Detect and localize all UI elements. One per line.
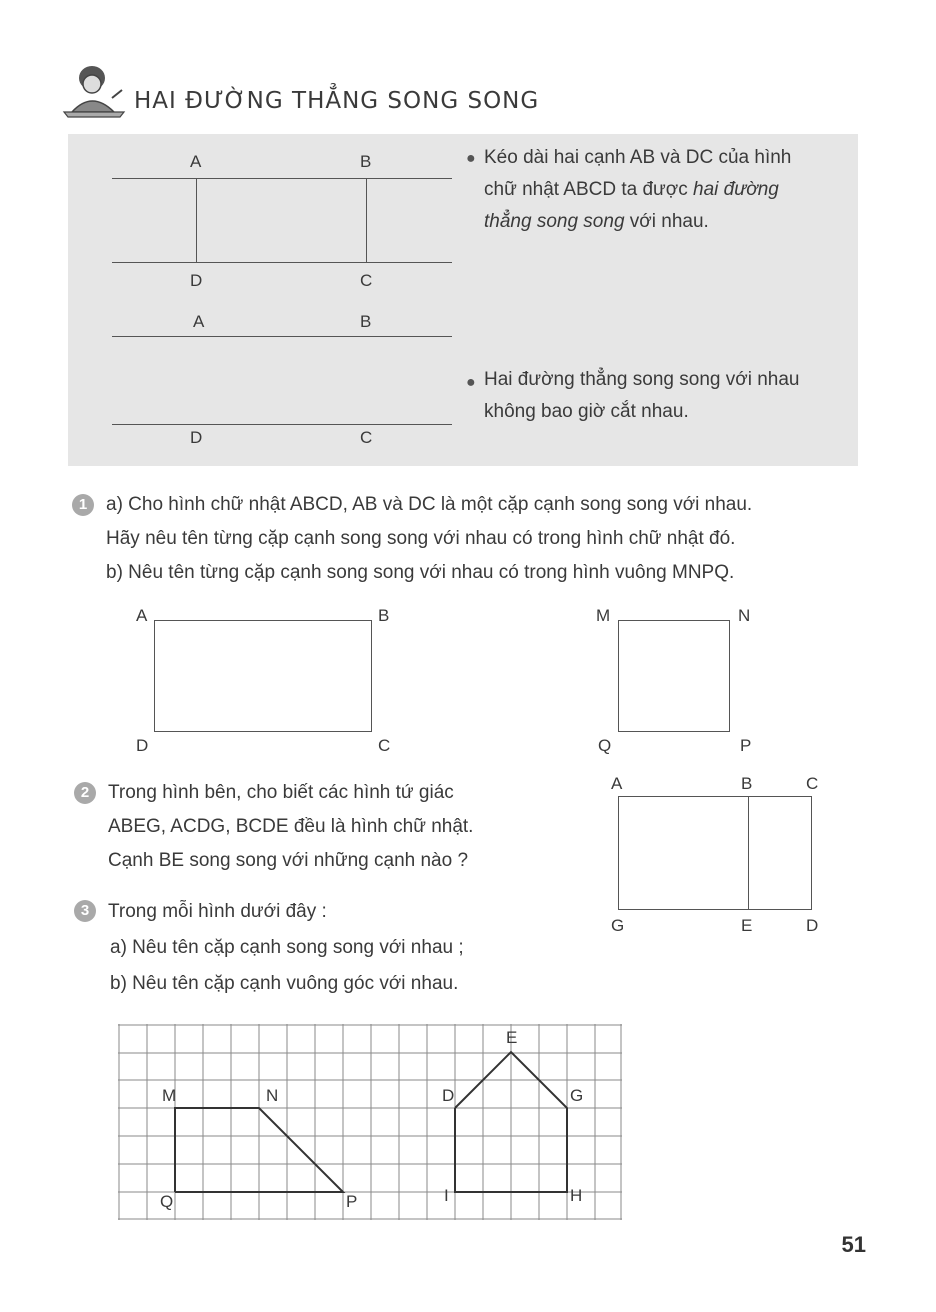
- edge-ad: [196, 178, 197, 262]
- grid1-label-q: Q: [160, 1192, 174, 1211]
- bullet-icon: ●: [466, 150, 476, 167]
- grid2-label-g: G: [570, 1086, 584, 1105]
- ex2-label-b: B: [741, 774, 753, 793]
- ex2-label-c: C: [806, 774, 819, 793]
- exercise-1-number: 1: [72, 494, 94, 516]
- rectangle-abcd: [154, 620, 372, 732]
- edge-bc: [366, 178, 367, 262]
- line-dc-extended: [112, 262, 452, 263]
- fig1-label-d: D: [190, 271, 203, 290]
- fig2-label-a: A: [193, 312, 205, 331]
- edge-be: [748, 796, 749, 910]
- rectangle-acdg: [618, 796, 812, 910]
- fig1-label-a: A: [190, 152, 202, 171]
- rect-label-d: D: [136, 736, 149, 755]
- ex2-label-e: E: [741, 916, 753, 935]
- fig2-label-b: B: [360, 312, 372, 331]
- reading-child-icon: [62, 62, 128, 118]
- exercise-3-number: 3: [74, 900, 96, 922]
- ex2-label-d: D: [806, 916, 819, 935]
- grid1-label-m: M: [162, 1086, 177, 1105]
- square-label-p: P: [740, 736, 752, 755]
- fig2-label-d: D: [190, 428, 203, 447]
- fig1-label-b: B: [360, 152, 372, 171]
- theory-text-1: Kéo dài hai cạnh AB và DC của hình chữ nhật ABCD ta được hai đường thẳng song song với nhau.: [484, 147, 792, 232]
- page-title: HAI ĐƯỜNG THẲNG SONG SONG: [134, 88, 540, 114]
- grid-figure: [118, 1024, 624, 1222]
- page-number: 51: [841, 1232, 866, 1257]
- exercise-3-text: Trong mỗi hình dưới đây : a) Nêu tên cặp cạnh song song với nhau ; b) Nêu tên cặp cạnh vuông góc với nhau.: [108, 901, 464, 994]
- exercise-1-text: a) Cho hình chữ nhật ABCD, AB và DC là một cặp cạnh song song với nhau. Hãy nêu tên từng cặp cạnh song song với nhau có trong hình chữ nhật đó. b) Nêu tên từng cặp cạnh song song với nhau có trong hình vuông MNPQ.: [106, 494, 753, 583]
- grid1-label-n: N: [266, 1086, 279, 1105]
- fig2-label-c: C: [360, 428, 373, 447]
- grid2-label-d: D: [442, 1086, 455, 1105]
- square-label-q: Q: [598, 736, 612, 755]
- theory-text-2: Hai đường thẳng song song với nhau không bao giờ cắt nhau.: [484, 369, 800, 422]
- bullet-icon: ●: [466, 374, 476, 391]
- line-ab-extended: [112, 178, 452, 179]
- grid2-label-e: E: [506, 1028, 518, 1047]
- ex2-label-g: G: [611, 916, 625, 935]
- rect-label-c: C: [378, 736, 391, 755]
- ex2-label-a: A: [611, 774, 623, 793]
- square-label-m: M: [596, 606, 611, 625]
- exercise-2-text: Trong hình bên, cho biết các hình tứ giác ABEG, ACDG, BCDE đều là hình chữ nhật. Cạnh BE song song với những cạnh nào ?: [108, 782, 474, 871]
- exercise-2-number: 2: [74, 782, 96, 804]
- line-ab: [112, 336, 452, 337]
- grid2-label-i: I: [444, 1186, 449, 1205]
- grid1-label-p: P: [346, 1192, 358, 1211]
- fig1-label-c: C: [360, 271, 373, 290]
- grid-lines: [118, 1024, 622, 1220]
- square-mnpq: [618, 620, 730, 732]
- line-dc: [112, 424, 452, 425]
- grid2-label-h: H: [570, 1186, 583, 1205]
- rect-label-a: A: [136, 606, 148, 625]
- rect-label-b: B: [378, 606, 390, 625]
- square-label-n: N: [738, 606, 751, 625]
